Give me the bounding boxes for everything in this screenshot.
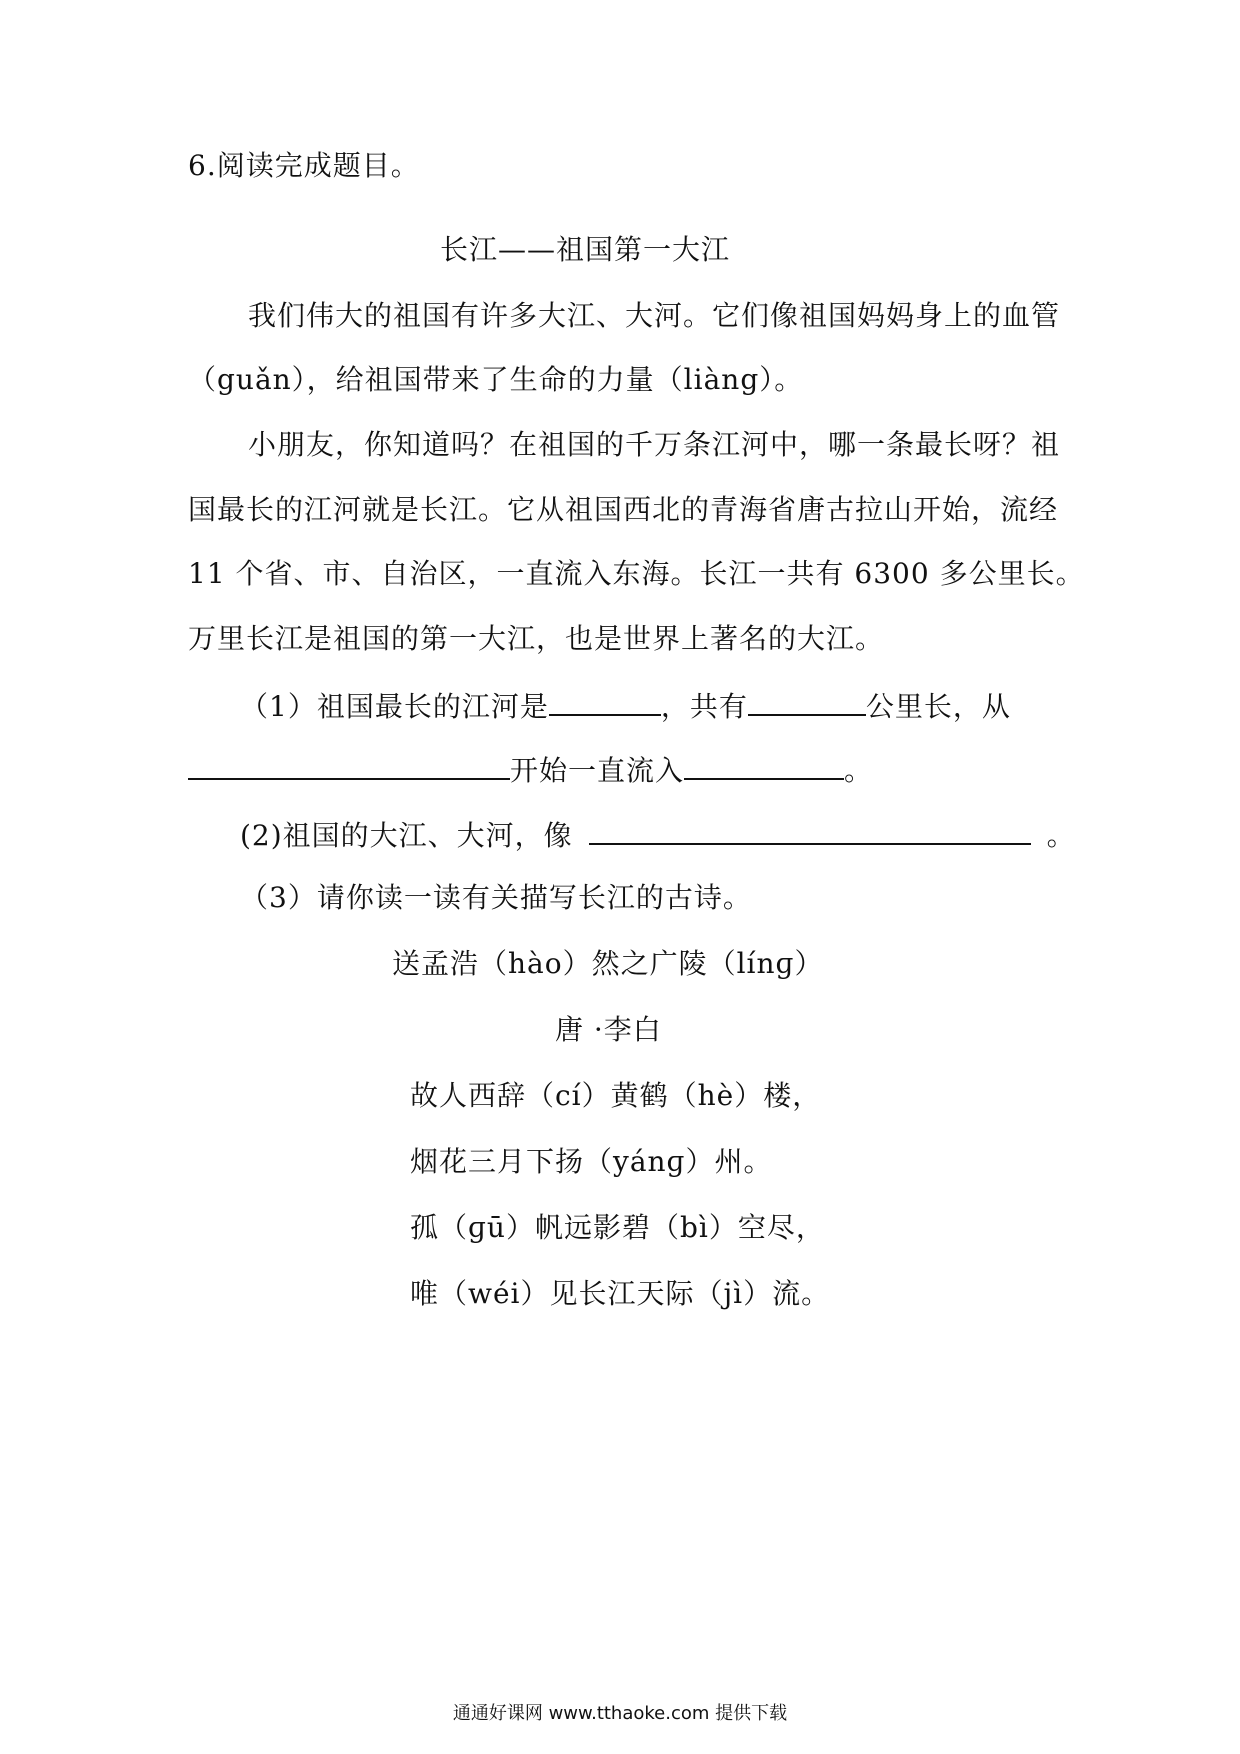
- subquestion-2-period: 。: [1046, 819, 1076, 852]
- answer-blank-sea[interactable]: [684, 748, 844, 780]
- answer-blank-source[interactable]: [188, 748, 510, 780]
- passage-paragraph-2-line-4: 万里长江是祖国的第一大江，也是世界上著名的大江。: [188, 622, 885, 655]
- passage-paragraph-2-line-1: 小朋友，你知道吗？在祖国的千万条江河中，哪一条最长呀？祖: [248, 428, 1061, 461]
- answer-blank-river[interactable]: [549, 684, 661, 716]
- subquestion-1-text-c: 公里长，从: [865, 690, 1011, 723]
- passage-paragraph-2-line-2: 国最长的江河就是长江。它从祖国西北的青海省唐古拉山开始，流经: [188, 493, 1059, 526]
- poem-line-4: 唯（wéi）见长江天际（jì）流。: [410, 1277, 831, 1310]
- subquestion-2-text: (2)祖国的大江、大河，像: [240, 819, 573, 852]
- subquestion-1-line-1: [240, 684, 1011, 727]
- passage-paragraph-2-line-3: 11 个省、市、自治区，一直流入东海。长江一共有 6300 多公里长。: [188, 557, 1085, 590]
- poem-line-2: 烟花三月下扬（yánɡ）州。: [410, 1145, 773, 1178]
- subquestion-1-text-e: 。: [844, 754, 874, 787]
- passage-paragraph-1-line-1: 我们伟大的祖国有许多大江、大河。它们像祖国妈妈身上的血管: [248, 299, 1061, 332]
- poem-title: 送孟浩（hào）然之广陵（línɡ）: [392, 947, 824, 980]
- subquestion-1-text-d: 开始一直流入: [510, 754, 685, 787]
- subquestion-2-line: [240, 813, 1076, 856]
- poem-line-1: 故人西辞（cí）黄鹤（hè）楼，: [410, 1079, 822, 1112]
- poem-author: 唐 ·李白: [555, 1013, 662, 1046]
- subquestion-1-text-b: ，共有: [660, 690, 748, 723]
- answer-blank-length[interactable]: [748, 684, 866, 716]
- answer-blank-simile[interactable]: [589, 813, 1031, 845]
- subquestion-1-text-a: （1）祖国最长的江河是: [240, 690, 549, 723]
- footer-watermark: 通通好课网 www.tthaoke.com 提供下载: [452, 1703, 788, 1724]
- subquestion-1-line-2: [188, 748, 873, 791]
- subquestion-3-line: （3）请你读一读有关描写长江的古诗。: [240, 881, 752, 914]
- question-heading: 6.阅读完成题目。: [188, 149, 420, 182]
- passage-paragraph-1-line-2: （guǎn），给祖国带来了生命的力量（liàng）。: [188, 363, 804, 396]
- passage-title: 长江——祖国第一大江: [440, 233, 731, 266]
- poem-line-3: 孤（ɡū）帆远影碧（bì）空尽，: [410, 1211, 825, 1244]
